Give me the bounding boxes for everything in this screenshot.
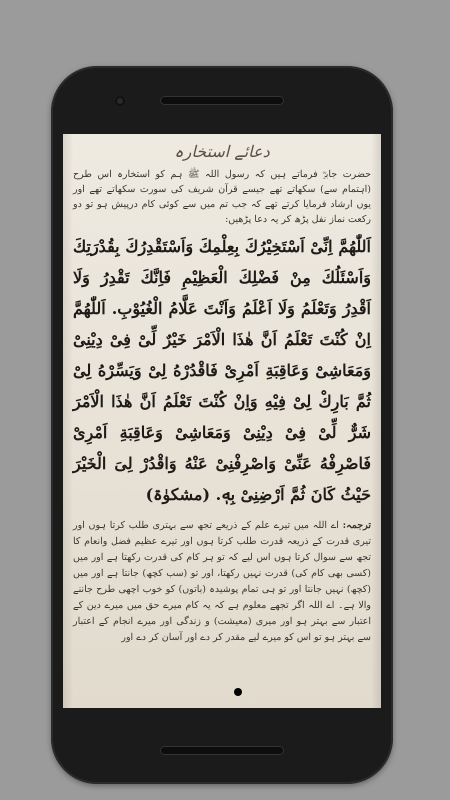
document-title: دعائے استخارہ xyxy=(174,142,270,161)
bottom-speaker xyxy=(160,746,284,755)
phone-frame xyxy=(51,66,393,784)
home-indicator-dot[interactable] xyxy=(234,688,242,696)
document-intro: حضرت جابرؓ فرماتے ہیں کہ رسول اللہ ﷺ ہم کو استخارہ اس طرح (اہتمام سے) سکھاتے تھے جیسے قرآن شریف کی سورت سکھاتے تھے اور یوں ارشاد فرمایا کرتے تھے کہ جب تم میں سے کوئی کام درپیش ہو تو دو رکعت نماز نفل پڑھ کر یہ دعا پڑھیں: xyxy=(73,169,371,225)
earpiece-speaker xyxy=(160,96,284,105)
translation-text: اے اللہ میں تیرے علم کے ذریعے تجھ سے بہتری طلب کرتا ہوں اور تیری قدرت کے ذریعہ قدرت طلب کرتا ہوں اور تیرے عظیم فضل وانعام کا تجھ سے سوال کرتا ہوں اس لیے کہ تو ہر کام کی قدرت رکھتا ہے اور میں (کسی بھی کام کی) قدرت نہیں رکھتا، اور تو (سب کچھ) جانتا ہے اور میں (کچھ) نہیں جانتا اور تو ہی تمام پوشیدہ (باتوں) کو خوب اچھی طرح جاننے والا ہے۔ اے اللہ اگر تجھے معلوم ہے کہ یہ کام میرے حق میں میرے دین کے اعتبار سے بہتر ہو اور میری (معیشت) و زندگی اور میرے انجام کے اعتبار سے بہتر ہو تو اس کو میرے لیے مقدر کر دے اور آسان کر دے اور xyxy=(73,520,371,643)
app-screen[interactable] xyxy=(63,134,381,708)
scanned-document[interactable] xyxy=(63,134,381,708)
translation-label: ترجمہ: xyxy=(342,520,371,531)
front-camera-icon xyxy=(115,96,125,106)
dua-text: اَللّٰهُمَّ اِنِّیْ اَسْتَخِیْرُكَ بِعِلْمِكَ وَاَسْتَقْدِرُكَ بِقُدْرَتِكَ وَاَسْئَلُكَ مِنْ فَضْلِكَ الْعَظِیْمِ فَاِنَّكَ تَقْدِرُ وَلَا اَقْدِرُ وَتَعْلَمُ وَلَا اَعْلَمُ وَاَنْتَ عَلَّامُ الْغُیُوْبِ. اَللّٰهُمَّ اِنْ كُنْتَ تَعْلَمُ اَنَّ هٰذَا الْاَمْرَ خَیْرٌ لِّیْ فِیْ دِیْنِیْ وَمَعَاشِیْ وَعَاقِبَةِ اَمْرِیْ فَاقْدُرْهُ لِیْ وَیَسِّرْهُ لِیْ ثُمَّ بَارِكْ لِیْ فِیْهِ وَاِنْ كُنْتَ تَعْلَمُ اَنَّ هٰذَا الْاَمْرَ شَرٌّ لِّیْ فِیْ دِیْنِیْ وَمَعَاشِیْ وَعَاقِبَةِ اَمْرِیْ فَاصْرِفْهُ عَنِّیْ وَاصْرِفْنِیْ عَنْهُ وَاقْدُرْ لِیَ الْخَیْرَ حَیْثُ كَانَ ثُمَّ اَرْضِنِیْ بِهٖ. (مشکوٰۃ) xyxy=(73,237,371,504)
translation-block xyxy=(73,518,371,646)
